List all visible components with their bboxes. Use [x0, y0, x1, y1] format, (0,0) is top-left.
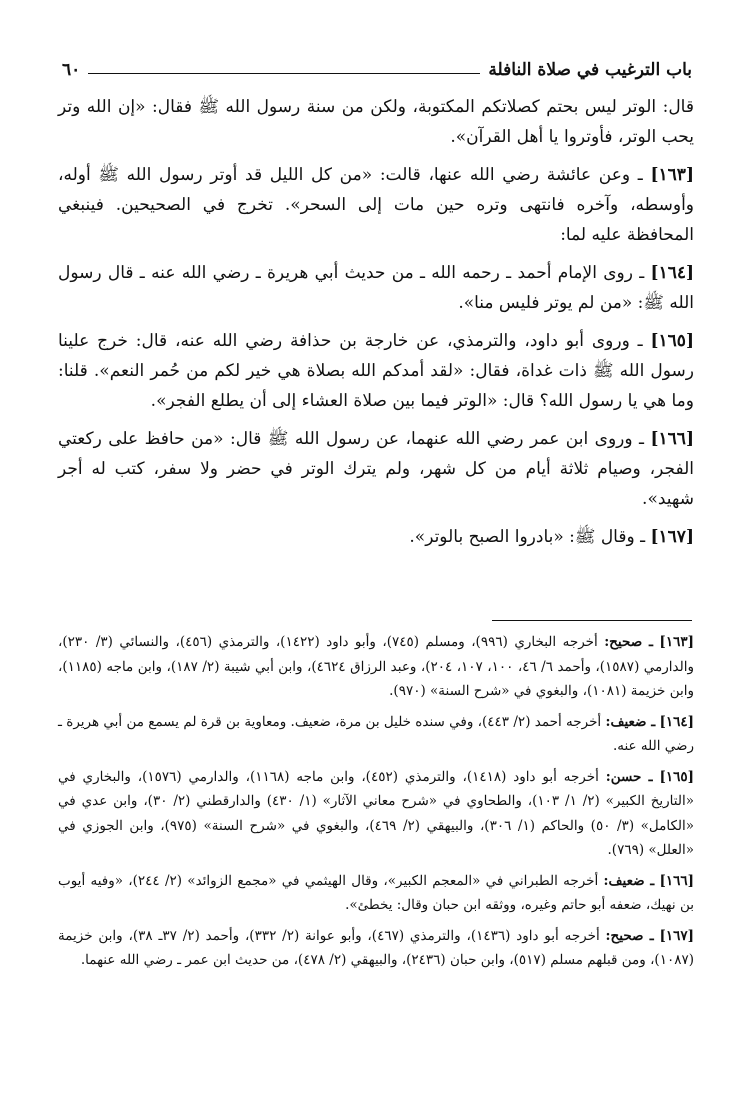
header-rule: [88, 73, 480, 74]
paragraph: [58, 258, 694, 318]
main-text: [58, 92, 694, 560]
footnote-number: [١٦٦]: [659, 872, 695, 889]
page-number: ٦٠: [62, 60, 81, 80]
paragraph: [58, 326, 694, 416]
paragraph: [58, 160, 694, 250]
footnote-grade: ـ ضعيف:: [605, 713, 656, 730]
paragraph: [58, 522, 694, 552]
footnote-grade: ـ حسن:: [605, 768, 653, 785]
footnote: [58, 630, 694, 704]
paragraph: [58, 424, 694, 514]
footnote-grade: ـ ضعيف:: [603, 872, 655, 889]
footnote-grade: ـ صحيح:: [604, 634, 653, 650]
paragraph-text: ـ وروى ابن عمر رضي الله عنهما، عن رسول الله ﷺ قال: «من حافظ على ركعتي الفجر، وصيام ثلاثة أيام من كل شهر، ولم يترك الوتر في حضر ولا سفر، كتب له أجر شهيد».: [58, 429, 694, 509]
footnote-text: أخرجه الطبراني في «المعجم الكبير»، وقال الهيثمي في «مجمع الزوائد» (٢/ ٢٤٤)، «وفيه أيوب بن نهيك، ضعفه أبو حاتم وغيره، ووثقه ابن حبان وقال: يخطئ».: [58, 872, 694, 913]
footnote-grade: ـ صحيح:: [605, 927, 654, 944]
footnote-text: أخرجه أحمد (٢/ ٤٤٣)، وفي سنده خليل بن مرة، ضعيف. ومعاوية بن قرة لم يسمع من أبي هريرة ـ رضي الله عنه.: [58, 713, 694, 754]
hadith-number: [١٦٧]: [650, 527, 694, 547]
footnote-separator: [492, 620, 692, 621]
paragraph: [58, 92, 694, 152]
hadith-number: [١٦٥]: [650, 331, 694, 351]
footnote-number: [١٦٥]: [659, 768, 694, 785]
paragraph-text: قال: الوتر ليس بحتم كصلاتكم المكتوبة، ولكن من سنة رسول الله ﷺ فقال: «إن الله وتر يحب الوتر، فأوتروا يا أهل القرآن».: [58, 97, 694, 147]
footnote-number: [١٦٣]: [659, 634, 694, 650]
footnote: [58, 869, 694, 918]
hadith-number: [١٦٦]: [650, 429, 694, 449]
hadith-number: [١٦٣]: [650, 165, 694, 185]
paragraph-text: ـ روى الإمام أحمد ـ رحمه الله ـ من حديث أبي هريرة ـ رضي الله عنه ـ قال رسول الله ﷺ: «من لم يوتر فليس منا».: [58, 263, 694, 313]
hadith-number: [١٦٤]: [650, 263, 695, 283]
footnote: [58, 924, 694, 973]
footnote-text: أخرجه أبو داود (١٤٣٦)، والترمذي (٤٦٧)، وأبو عوانة (٢/ ٣٣٢)، وأحمد (٢/ ٣٧ـ ٣٨)، وابن خزيمة (١٠٨٧)، ومن قبلهم مسلم (٥١٧)، وابن حبان (٢٤٣٦)، والبيهقي (٢/ ٤٧٨)، من حديث ابن عمر ـ رضي الله عنهما.: [58, 927, 694, 968]
footnote: [58, 765, 694, 863]
chapter-title: باب الترغيب في صلاة النافلة: [488, 60, 692, 80]
running-header: [62, 52, 692, 80]
paragraph-text: ـ وعن عائشة رضي الله عنها، قالت: «من كل الليل قد أوتر رسول الله ﷺ أوله، وأوسطه، وآخره فانتهى وتره حين مات إلى السحر». تخرج في الصحيحين. فينبغي المحافظة عليه لما:: [58, 165, 694, 245]
paragraph-text: ـ وقال ﷺ: «بادروا الصبح بالوتر».: [409, 527, 646, 547]
footnote: [58, 710, 694, 759]
paragraph-text: ـ وروى أبو داود، والترمذي، عن خارجة بن حذافة رضي الله عنه، قال: خرج علينا رسول الله ﷺ ذات غداة، فقال: «لقد أمدكم الله بصلاة هي خير لكم من حُمر النعم». قلنا: وما هي يا رسول الله؟ قال: «الوتر فيما بين صلاة العشاء إلى أن يطلع الفجر».: [58, 331, 694, 411]
footnote-number: [١٦٧]: [659, 927, 695, 944]
footnote-number: [١٦٤]: [659, 713, 695, 730]
footnotes: [58, 630, 694, 979]
footnote-text: أخرجه البخاري (٩٩٦)، ومسلم (٧٤٥)، وأبو داود (١٤٢٢)، والترمذي (٤٥٦)، والنسائي (٣/ ٢٣٠)، والدارمي (١٥٨٧)، وأحمد ٦/ ٤٦، ١٠٠، ١٠٧، ٢٠٤)، وعبد الرزاق ٤٦٢٤)، وابن أبي شيبة (٢/ ١٨٧)، وابن ماجه (١١٨٥)، وابن خزيمة (١٠٨١)، والبغوي في «شرح السنة» (٩٧٠).: [58, 634, 695, 699]
footnote-text: أخرجه أبو داود (١٤١٨)، والترمذي (٤٥٢)، وابن ماجه (١١٦٨)، والدارمي (١٥٧٦)، والبخاري في «التاريخ الكبير» (٢/ ١/ ١٠٣)، والطحاوي في «شرح معاني الآثار» (١/ ٤٣٠) والدارقطني (٢/ ٣٠)، وابن عدي في «الكامل» (٣/ ٥٠) والحاكم (١/ ٣٠٦)، والبيهقي (٢/ ٤٦٩)، والبغوي في «شرح السنة» (٩٧٥)، وابن الجوزي في «العلل» (٧٦٩).: [58, 768, 695, 858]
